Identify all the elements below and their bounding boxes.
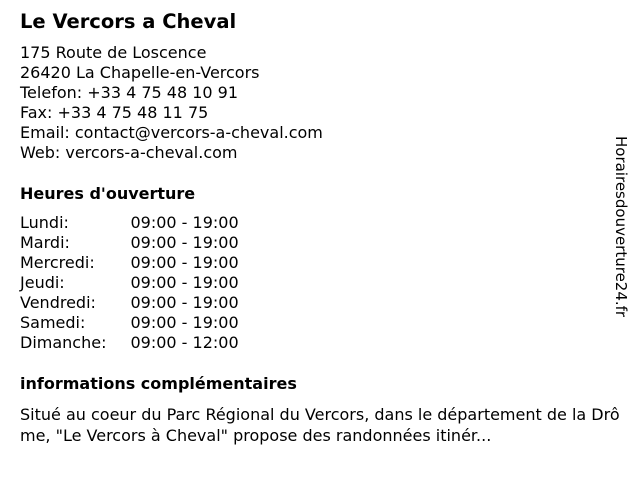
city-address: 26420 La Chapelle-en-Vercors — [20, 63, 260, 82]
time-range: 09:00 - 19:00 — [130, 293, 239, 312]
hours-row-wednesday — [20, 253, 239, 273]
time-range: 09:00 - 12:00 — [130, 333, 239, 352]
opening-hours-table — [20, 213, 239, 353]
day-label: Samedi: — [20, 313, 86, 332]
hours-row-sunday — [20, 333, 239, 353]
street-address: 175 Route de Loscence — [20, 43, 207, 62]
day-label: Mercredi: — [20, 253, 95, 272]
day-label: Mardi: — [20, 233, 70, 252]
hours-row-thursday — [20, 273, 239, 293]
time-range: 09:00 - 19:00 — [130, 253, 239, 272]
time-range: 09:00 - 19:00 — [130, 213, 239, 232]
day-label: Vendredi: — [20, 293, 96, 312]
description-text: Situé au coeur du Parc Régional du Vercors, dans le département de la Drôme, "Le Vercors à Cheval" propose des randonnées itinér... — [20, 405, 620, 445]
email-address[interactable]: Email: contact@vercors-a-cheval.com — [20, 123, 323, 142]
hours-row-friday — [20, 293, 239, 313]
day-label: Dimanche: — [20, 333, 107, 352]
fax-number: Fax: +33 4 75 48 11 75 — [20, 103, 209, 122]
additional-info-heading: informations complémentaires — [20, 374, 297, 393]
website[interactable]: Web: vercors-a-cheval.com — [20, 143, 238, 162]
hours-row-saturday — [20, 313, 239, 333]
opening-hours-heading: Heures d'ouverture — [20, 184, 196, 203]
time-range: 09:00 - 19:00 — [130, 233, 239, 252]
phone-number[interactable]: Telefon: +33 4 75 48 10 91 — [20, 83, 239, 102]
contact-block — [20, 43, 323, 163]
watermark-text: Horairesdouverture24.fr — [612, 136, 630, 318]
day-label: Lundi: — [20, 213, 69, 232]
hours-row-tuesday — [20, 233, 239, 253]
day-label: Jeudi: — [20, 273, 65, 292]
time-range: 09:00 - 19:00 — [130, 273, 239, 292]
hours-row-monday — [20, 213, 239, 233]
time-range: 09:00 - 19:00 — [130, 313, 239, 332]
business-name: Le Vercors a Cheval — [20, 10, 237, 33]
